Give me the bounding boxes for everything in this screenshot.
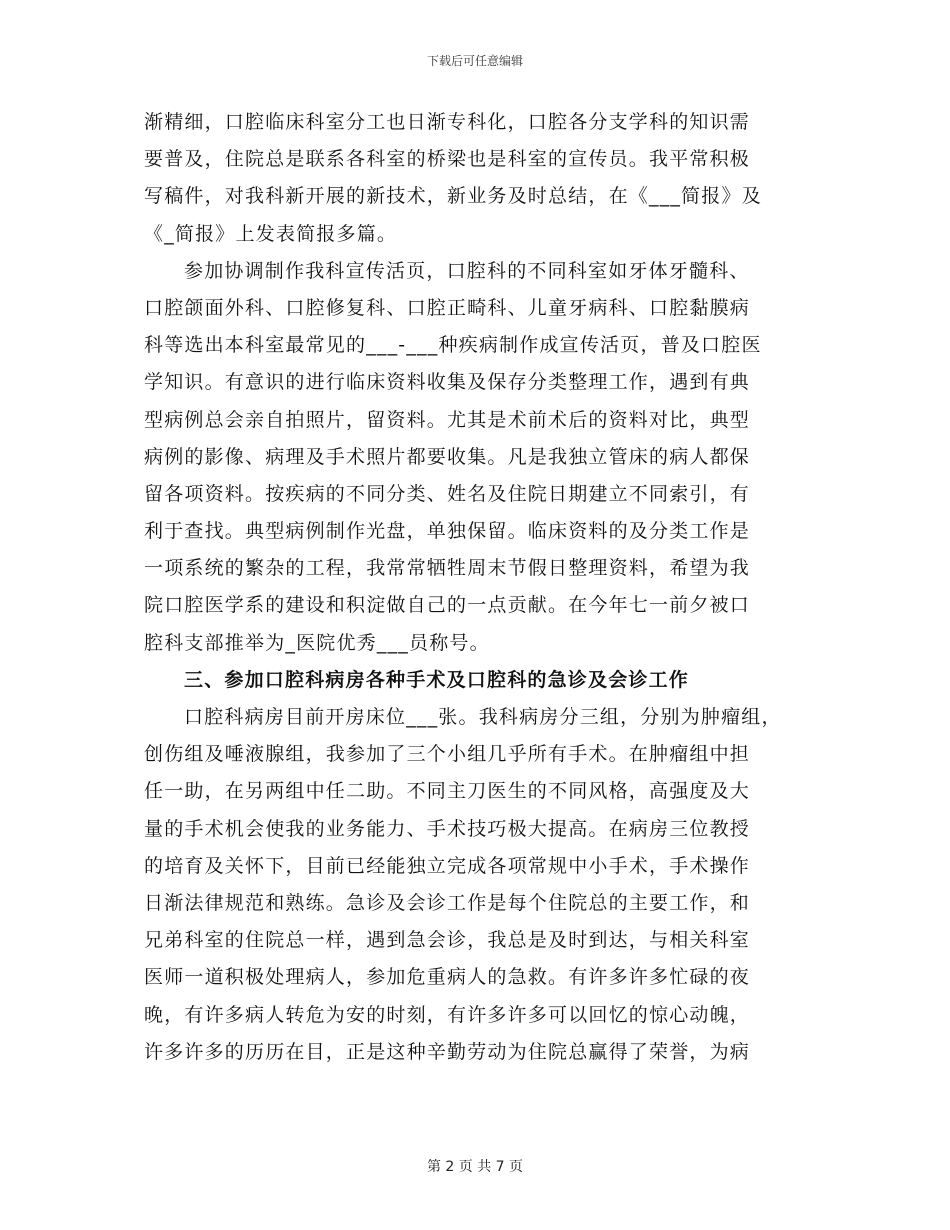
- text-line: 量的手术机会使我的业务能力、手术技巧极大提高。在病房三位教授: [144, 817, 751, 840]
- text-line: 病例的影像、病理及手术照片都要收集。凡是我独立管床的病人都保: [144, 445, 751, 468]
- text-line: 任一助，在另两组中任二助。不同主刀医生的不同风格，高强度及大: [144, 780, 751, 803]
- text-line: 日渐法律规范和熟练。急诊及会诊工作是每个住院总的主要工作，和: [144, 891, 751, 914]
- page-header-note: 下载后可任意编辑: [426, 54, 523, 68]
- text-line: 留各项资料。按疾病的不同分类、姓名及住院日期建立不同索引，有: [144, 482, 751, 505]
- page-number: 第 2 页 共 7 页: [426, 1159, 524, 1175]
- text-line: 腔科支部推举为_医院优秀___员称号。: [144, 631, 490, 654]
- text-line: 创伤组及唾液腺组，我参加了三个小组几乎所有手术。在肿瘤组中担: [144, 743, 751, 766]
- text-line: 渐精细，口腔临床科室分工也日渐专科化，口腔各分支学科的知识需: [144, 111, 751, 133]
- text-line: 口腔颌面外科、口腔修复科、口腔正畸科、儿童牙病科、口腔黏膜病: [144, 296, 751, 319]
- text-line: 型病例总会亲自拍照片，留资料。尤其是术前术后的资料对比，典型: [144, 408, 751, 431]
- paragraph-start-line: 参加协调制作我科宣传活页，口腔科的不同科室如牙体牙髓科、: [184, 259, 750, 282]
- text-line: 晚，有许多病人转危为安的时刻，有许多许多可以回忆的惊心动魄，: [144, 1003, 751, 1026]
- text-line: 要普及，住院总是联系各科室的桥梁也是科室的宣传员。我平常积极: [144, 148, 751, 171]
- text-line: 兄弟科室的住院总一样，遇到急会诊，我总是及时到达，与相关科室: [144, 929, 751, 952]
- text-line: 的培育及关怀下，目前已经能独立完成各项常规中小手术，手术操作: [144, 854, 751, 877]
- body-text: [144, 104, 806, 1071]
- text-line: 一项系统的繁杂的工程，我常常牺牲周末节假日整理资料，希望为我: [144, 557, 751, 580]
- text-line: 科等选出本科室最常见的___-___种疾病制作成宣传活页，普及口腔医: [144, 334, 762, 357]
- text-line: 写稿件，对我科新开展的新技术，新业务及时总结，在《___简报》及: [144, 185, 762, 208]
- text-line: 学知识。有意识的进行临床资料收集及保存分类整理工作，遇到有典: [144, 371, 751, 394]
- paragraph-start-line: 口腔科病房目前开房床位___张。我科病房分三组，分别为肿瘤组，: [184, 706, 782, 728]
- text-line: 许多许多的历历在目，正是这种辛勤劳动为住院总赢得了荣誉，为病: [144, 1040, 751, 1063]
- text-line: 《_简报》上发表简报多篇。: [144, 222, 398, 245]
- section-heading: 三、参加口腔科病房各种手术及口腔科的急诊及会诊工作: [184, 668, 690, 691]
- text-line: 利于查找。典型病例制作光盘，单独保留。临床资料的及分类工作是: [144, 520, 751, 543]
- text-line: 院口腔医学系的建设和积淀做自己的一点贡献。在今年七一前夕被口: [144, 594, 751, 617]
- text-line: 医师一道积极处理病人，参加危重病人的急救。有许多许多忙碌的夜: [144, 966, 751, 989]
